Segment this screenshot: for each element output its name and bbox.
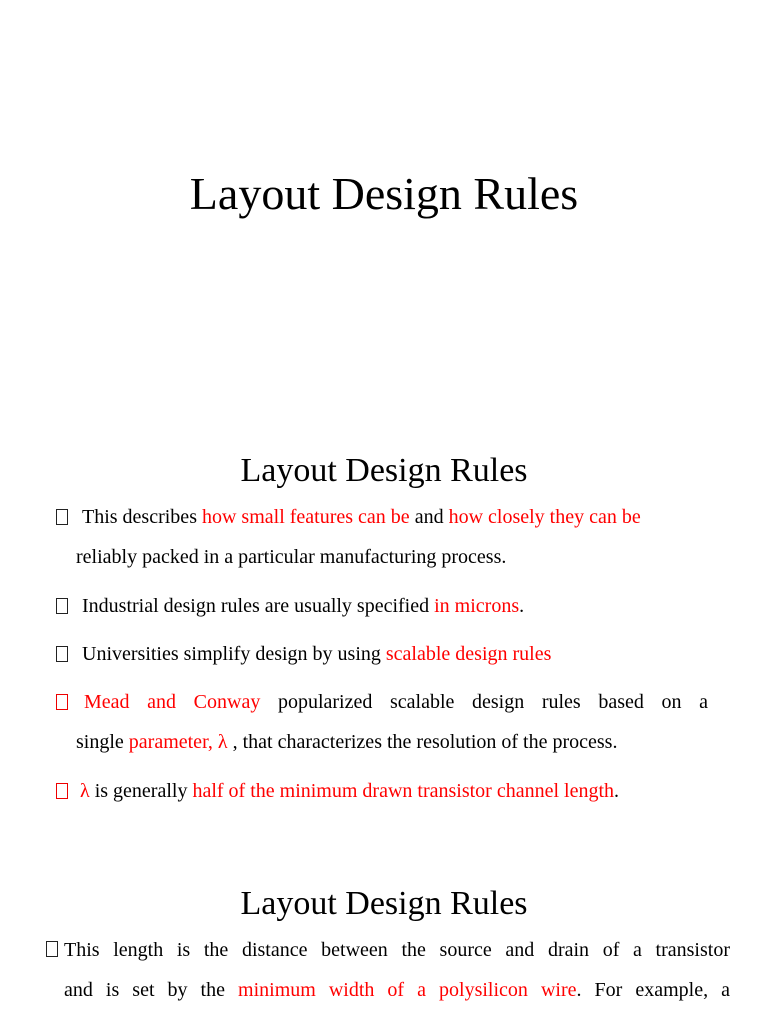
bullet-3-text-1: Universities simplify design by using xyxy=(82,643,381,665)
slide-2-title: Layout Design Rules xyxy=(240,452,528,489)
bullet-4-highlight-2: parameter, λ xyxy=(128,731,228,753)
bullet-1-text-2: and xyxy=(414,506,444,528)
bullet-5-text-2: . xyxy=(614,780,620,802)
bullet-2 xyxy=(56,586,716,626)
bullet-4-highlight-1: Mead and Conway xyxy=(84,691,261,713)
bullet-1-highlight-2: how closely they can be xyxy=(448,506,641,528)
bullet-5-highlight-1: λ xyxy=(80,780,90,802)
bullet-icon xyxy=(56,646,68,662)
bullet-2-text-2: . xyxy=(519,595,525,617)
bullet-4-text-2: single xyxy=(76,731,124,753)
bullet-5-text-1: is generally xyxy=(94,780,188,802)
bullet-4-text-1: popularized scalable design rules based on a xyxy=(277,691,708,713)
bullet-1-highlight-1: how small features can be xyxy=(201,506,410,528)
page-title: Layout Design Rules xyxy=(189,168,579,219)
bullet-icon xyxy=(56,783,68,799)
bullet-4 xyxy=(56,682,708,762)
bullet-3 xyxy=(56,634,716,674)
bullet-icon xyxy=(56,694,68,710)
paragraph-1-text-3: . For example, a xyxy=(576,979,730,1001)
paragraph-1-line-1: This length is the distance between the source and drain of a transistor xyxy=(64,939,730,961)
paragraph-1 xyxy=(46,930,730,1010)
bullet-5 xyxy=(56,771,716,811)
bullet-4-text-3: , that characterizes the resolution of the process. xyxy=(232,731,618,753)
bullet-5-highlight-2: half of the minimum drawn transistor channel length xyxy=(192,780,615,802)
bullet-1 xyxy=(56,497,716,577)
bullet-1-text-1: This describes xyxy=(82,506,197,528)
bullet-icon xyxy=(56,509,68,525)
bullet-2-text-1: Industrial design rules are usually specified xyxy=(82,595,430,617)
bullet-2-highlight-1: in microns xyxy=(434,595,520,617)
bullet-icon xyxy=(46,941,58,957)
paragraph-1-highlight-1: minimum width of a polysilicon wire xyxy=(238,979,577,1001)
slide-3-title: Layout Design Rules xyxy=(240,885,528,922)
bullet-3-highlight-1: scalable design rules xyxy=(385,643,552,665)
bullet-1-line-2: reliably packed in a particular manufacturing process. xyxy=(76,546,507,568)
bullet-icon xyxy=(56,598,68,614)
paragraph-1-text-2: and is set by the xyxy=(64,979,225,1001)
